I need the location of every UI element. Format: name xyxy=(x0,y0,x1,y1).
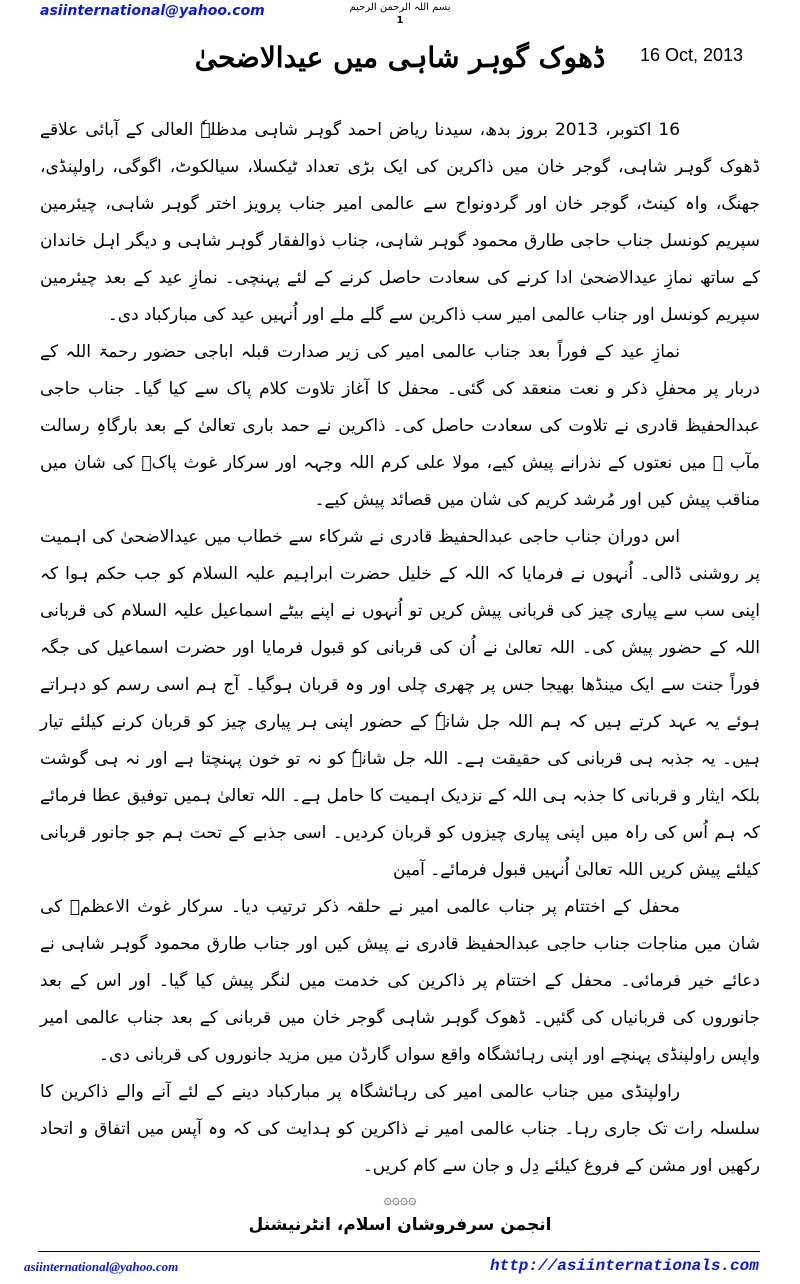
paragraph: اس دوران جناب حاجی عبدالحفیظ قادری نے شرکاء سے خطاب میں عیدالاضحیٰ کی اہمیت پر روشنی ڈالی۔ اُنہوں نے فرمایا کہ اللہ کے خلیل حضرت ابراہیم علیہ السلام کو جب حکم ہوا کہ اپنی سب سے پیاری چیز کی قربانی پیش کریں تو اُنہوں نے اپنے بیٹے اسماعیل علیہ السلام کی قربانی اللہ کے حضور پیش کی۔ اللہ تعالیٰ نے اُن کی قربانی کو قبول فرمایا اور حضرت اسماعیل کی جگہ فوراً جنت سے ایک مینڈھا بھیجا جس پر چھری چلی اور وہ قربان ہوگیا۔ آج ہم اسی رسم کو دہراتے ہوئے یہ عہد کرتے ہیں کہ ہم اللہ جل شانہٗ کے حضور اپنی ہر پیاری چیز کو قربان کرنے کیلئے تیار ہیں۔ یہ جذبہ ہی قربانی کی حقیقت ہے۔ اللہ جل شانہٗ کو نہ تو خون پہنچتا ہے اور نہ ہی گوشت بلکہ ایثار و قربانی کا جذبہ ہی اللہ کے نزدیک اہمیت کا حامل ہے۔ اللہ تعالیٰ ہمیں توفیق عطا فرمائے کہ ہم اُس کی راہ میں اپنی پیاری چیزوں کو قربان کردیں۔ اسی جذبے کے تحت ہم جو جانور قربانی کیلئے پیش کریں اللہ تعالیٰ اُنہیں قبول فرمائے۔ آمین xyxy=(40,527,760,880)
article-title: ڈھوک گوہر شاہی میں عیدالاضحیٰ xyxy=(194,41,606,74)
footer-email[interactable]: asiinternational@yahoo.com xyxy=(24,1259,179,1274)
ornament-divider: ۞۞۞۞ xyxy=(383,1192,417,1208)
article-body xyxy=(40,112,760,1185)
footer-url[interactable]: http://asiinternationals.com xyxy=(490,1257,759,1275)
page-number: 1 xyxy=(396,15,404,26)
paragraph: نمازِ عید کے فوراً بعد جناب عالمی امیر کی زیر صدارت قبلہ اباجی حضور رحمۃ اللہ کے دربار پر محفلِ ذکر و نعت منعقد کی گئی۔ محفل کا آغاز تلاوت کلام پاک سے کیا گیا۔ جناب حاجی عبدالحفیظ قادری نے تلاوت کی سعادت حاصل کی۔ ذاکرین نے حمد باری تعالیٰ کے بعد بارگاہِ رسالت مآب ﷺ میں نعتوں کے نذرانے پیش کیے، مولا علی کرم اللہ وجہہ اور سرکار غوث پاکؓ کی شان میں مناقب پیش کیں اور مُرشد کریم کی شان میں قصائد پیش کیے۔ xyxy=(40,342,760,510)
organization-name: انجمن سرفروشان اسلام، انٹرنیشنل xyxy=(248,1215,552,1235)
article-date: 16 Oct, 2013 xyxy=(640,45,744,65)
paragraph: 16 اکتوبر، 2013 بروز بدھ، سیدنا ریاض احمد گوہر شاہی مدظلہٗ العالی کے آبائی علاقے ڈھوک گوہر شاہی، گوجر خان میں ذاکرین کی ایک بڑی تعداد ٹیکسلا، سیالکوٹ، اگوگی، راولپنڈی، جھنگ، واہ کینٹ، گوجر خان اور گردونواح سے عالمی امیر جناب پرویز اختر گوہر شاہی، چیئرمین سپریم کونسل جناب حاجی طارق محمود گوہر شاہی، جناب ذوالفقار گوہر شاہی و دیگر اہل خاندان کے ساتھ نمازِ عیدالاضحیٰ ادا کرنے کی سعادت حاصل کرنے کے لئے پہنچی۔ نمازِ عید کے بعد چیئرمین سپریم کونسل اور جناب عالمی امیر سب ذاکرین سے گلے ملے اور اُنہیں عید کی مبارکباد دی۔ xyxy=(40,120,760,325)
paragraph: محفل کے اختتام پر جناب عالمی امیر نے حلقہ ذکر ترتیب دیا۔ سرکار غوث الاعظمؓ کی شان میں مناجات جناب حاجی عبدالحفیظ قادری نے پیش کیں اور جناب طارق محمود گوہر شاہی نے دعائے خیر فرمائی۔ محفل کے اختتام پر ذاکرین کی خدمت میں لنگر پیش کیا گیا۔ اور اس کے بعد جانوروں کی قربانیاں کی گئیں۔ ڈھوک گوہر شاہی گوجر خان میں قربانی کے بعد جناب عالمی امیر واپس راولپنڈی پہنچے اور اپنی رہائشگاہ واقع سواں گارڈن میں مزید جانوروں کی قربانی دی۔ xyxy=(40,897,760,1065)
bismillah: بسم اللہ الرحمن الرحیم xyxy=(349,2,451,13)
header-email[interactable]: asiinternational@yahoo.com xyxy=(40,3,265,19)
footer-rule xyxy=(38,1251,760,1252)
paragraph: راولپنڈی میں جناب عالمی امیر کی رہائشگاہ پر مبارکباد دینے کے لئے آنے والے ذاکرین کا سلسلہ رات تک جاری رہا۔ جناب عالمی امیر نے ذاکرین کو ہدایت کی کہ وہ آپس میں اتفاق و اتحاد رکھیں اور مشن کے فروغ کیلئے دِل و جان سے کام کریں۔ xyxy=(40,1082,760,1176)
